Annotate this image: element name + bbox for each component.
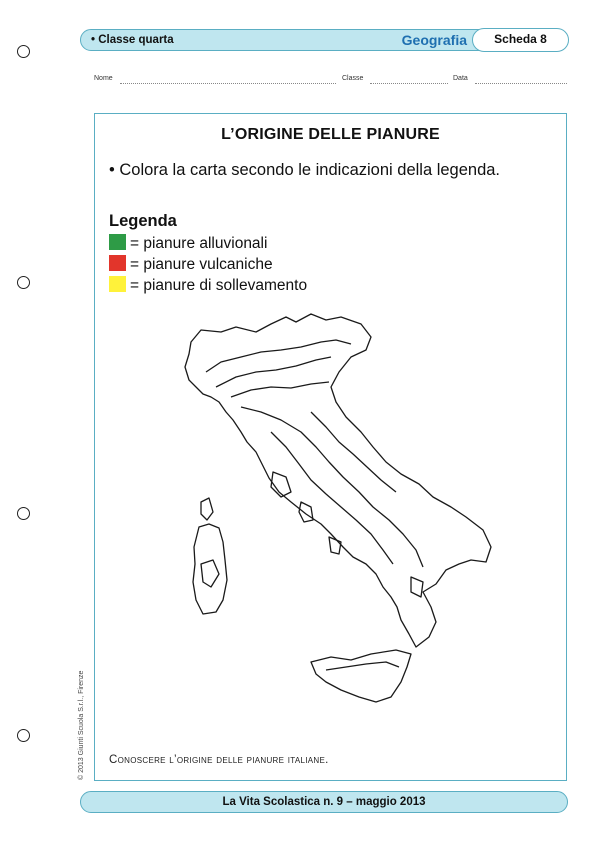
class-field-line[interactable]: [370, 83, 448, 84]
binder-hole-4: [17, 729, 30, 742]
class-level-label: • Classe quarta: [91, 34, 174, 46]
legend-item-alluvial: [109, 234, 267, 252]
copyright-text: © 2013 Giunti Scuola S.r.l., Firenze: [78, 670, 85, 780]
legend-label: = pianure di sollevamento: [130, 277, 308, 294]
date-field-label: Data: [453, 75, 468, 82]
subject-label: Geografia: [401, 32, 467, 48]
class-field-label: Classe: [342, 75, 364, 82]
green-swatch-icon: [109, 234, 126, 250]
legend-item-volcanic: [109, 255, 273, 273]
legend-item-uplift: [109, 276, 307, 294]
name-field-line[interactable]: [120, 83, 336, 84]
legend-label: = pianure vulcaniche: [130, 256, 273, 273]
footer-bar: La Vita Scolastica n. 9 – maggio 2013: [80, 791, 568, 813]
worksheet-title: L’ORIGINE DELLE PIANURE: [221, 126, 440, 143]
date-field-line[interactable]: [475, 83, 567, 84]
binder-hole-3: [17, 507, 30, 520]
red-swatch-icon: [109, 255, 126, 271]
caption-text: Conoscere l’origine delle pianure italiane.: [109, 754, 329, 766]
binder-hole-1: [17, 45, 30, 58]
legend-title: Legenda: [109, 212, 177, 230]
name-field-label: Nome: [94, 75, 113, 82]
instruction-text: • Colora la carta secondo le indicazioni della legenda.: [109, 161, 501, 179]
binder-hole-2: [17, 276, 30, 289]
italy-map-icon[interactable]: [161, 302, 501, 732]
worksheet-box: [94, 113, 567, 781]
sheet-number-badge: Scheda 8: [472, 28, 569, 52]
legend-label: = pianure alluvionali: [130, 235, 268, 252]
yellow-swatch-icon: [109, 276, 126, 292]
